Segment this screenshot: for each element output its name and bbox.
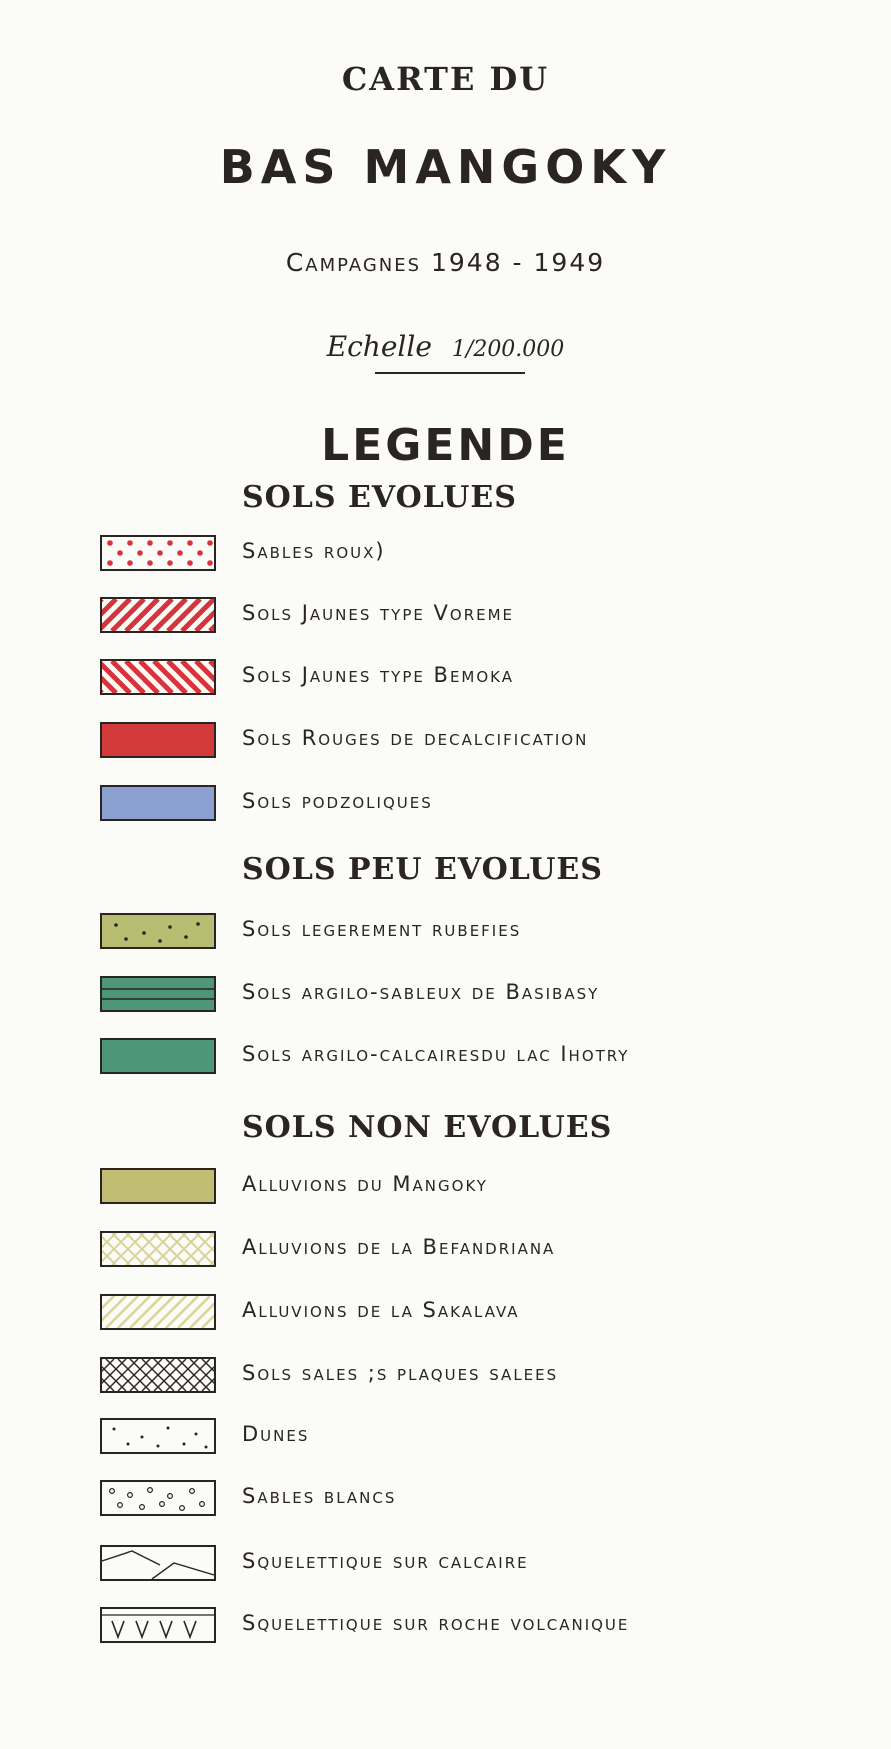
legend-item-alluvions-sakalava xyxy=(100,1294,880,1334)
scale-label: Echelle xyxy=(326,330,432,363)
legend-label: Sables roux) xyxy=(242,539,386,563)
scale-underline xyxy=(375,372,525,374)
legend-item-sols-podzoliques xyxy=(100,785,880,825)
swatch-pattern xyxy=(102,1296,214,1328)
legend-item-squelettique-calcaire xyxy=(100,1545,880,1585)
swatch-sols-jaunes-voreme xyxy=(100,597,216,633)
swatch-pattern xyxy=(102,537,214,569)
swatch-dunes xyxy=(100,1418,216,1454)
swatch-pattern xyxy=(102,787,214,819)
swatch-squelettique-volcanique xyxy=(100,1607,216,1643)
swatch-alluvions-sakalava xyxy=(100,1294,216,1330)
campaign-years: Campagnes 1948 - 1949 xyxy=(285,248,606,277)
swatch-pattern xyxy=(102,724,214,756)
legend-item-sables-blancs xyxy=(100,1480,880,1520)
legend-item-alluvions-befandriana xyxy=(100,1231,880,1271)
legend-label: Sols Rouges de decalcification xyxy=(242,726,589,750)
swatch-pattern xyxy=(102,1482,214,1514)
swatch-sols-jaunes-bemoka xyxy=(100,659,216,695)
section-title-sols-non-evolues: SOLS NON EVOLUES xyxy=(242,1110,613,1145)
legend-label: Alluvions de la Sakalava xyxy=(242,1298,520,1322)
swatch-alluvions-befandriana xyxy=(100,1231,216,1267)
swatch-sables-blancs xyxy=(100,1480,216,1516)
legend-item-sables-roux xyxy=(100,535,880,575)
legend-item-sols-rouges xyxy=(100,722,880,762)
legend-label: Squelettique sur roche volcanique xyxy=(242,1611,630,1635)
legend-label: Sables blancs xyxy=(242,1484,397,1508)
legend-label: Sols sales ;s plaques salees xyxy=(242,1361,559,1385)
swatch-lac-ihotry xyxy=(100,1038,216,1074)
legend-item-basibasy xyxy=(100,976,880,1016)
legend-label: Squelettique sur calcaire xyxy=(242,1549,529,1573)
swatch-pattern xyxy=(102,599,214,631)
legend-label: Sols argilo-sableux de Basibasy xyxy=(242,980,600,1004)
legend-label: Sols argilo-calcairesdu lac Ihotry xyxy=(242,1042,630,1066)
swatch-sols-sales xyxy=(100,1357,216,1393)
legend-label: Dunes xyxy=(242,1422,310,1446)
legend-label: Sols Jaunes type Bemoka xyxy=(242,663,515,687)
legend-label: Sols legerement rubefies xyxy=(242,917,522,941)
legend-item-sols-sales xyxy=(100,1357,880,1397)
swatch-pattern xyxy=(102,1547,214,1579)
map-title-line2: BAS MANGOKY xyxy=(219,140,672,194)
swatch-squelettique-calcaire xyxy=(100,1545,216,1581)
legend-item-alluvions-mangoky xyxy=(100,1168,880,1208)
legend-label: Alluvions de la Befandriana xyxy=(242,1235,556,1259)
swatch-pattern xyxy=(102,1233,214,1265)
legend-item-sols-jaunes-bemoka xyxy=(100,659,880,699)
swatch-pattern xyxy=(102,1040,214,1072)
swatch-pattern xyxy=(102,915,214,947)
scale-value: 1/200.000 xyxy=(451,337,565,362)
legend-label: Alluvions du Mangoky xyxy=(242,1172,488,1196)
map-scale xyxy=(0,330,891,363)
swatch-alluvions-mangoky xyxy=(100,1168,216,1204)
legend-item-sols-jaunes-voreme xyxy=(100,597,880,637)
legend-title: LEGENDE xyxy=(321,420,570,471)
swatch-pattern xyxy=(102,978,214,1010)
swatch-sols-rouges xyxy=(100,722,216,758)
legend-label: Sols podzoliques xyxy=(242,789,433,813)
legend-label: Sols Jaunes type Voreme xyxy=(242,601,515,625)
swatch-pattern xyxy=(102,661,214,693)
swatch-pattern xyxy=(102,1170,214,1202)
legend-item-sols-rubefies xyxy=(100,913,880,953)
legend-item-squelettique-volcanique xyxy=(100,1607,880,1647)
swatch-sables-roux xyxy=(100,535,216,571)
section-title-sols-evolues: SOLS EVOLUES xyxy=(242,480,517,515)
swatch-pattern xyxy=(102,1359,214,1391)
swatch-basibasy xyxy=(100,976,216,1012)
legend-item-lac-ihotry xyxy=(100,1038,880,1078)
swatch-sols-podzoliques xyxy=(100,785,216,821)
swatch-pattern xyxy=(102,1420,214,1452)
map-title-line1: CARTE DU xyxy=(341,60,550,98)
swatch-sols-rubefies xyxy=(100,913,216,949)
legend-item-dunes xyxy=(100,1418,880,1458)
swatch-pattern xyxy=(102,1609,214,1641)
section-title-sols-peu-evolues: SOLS PEU EVOLUES xyxy=(242,852,603,887)
